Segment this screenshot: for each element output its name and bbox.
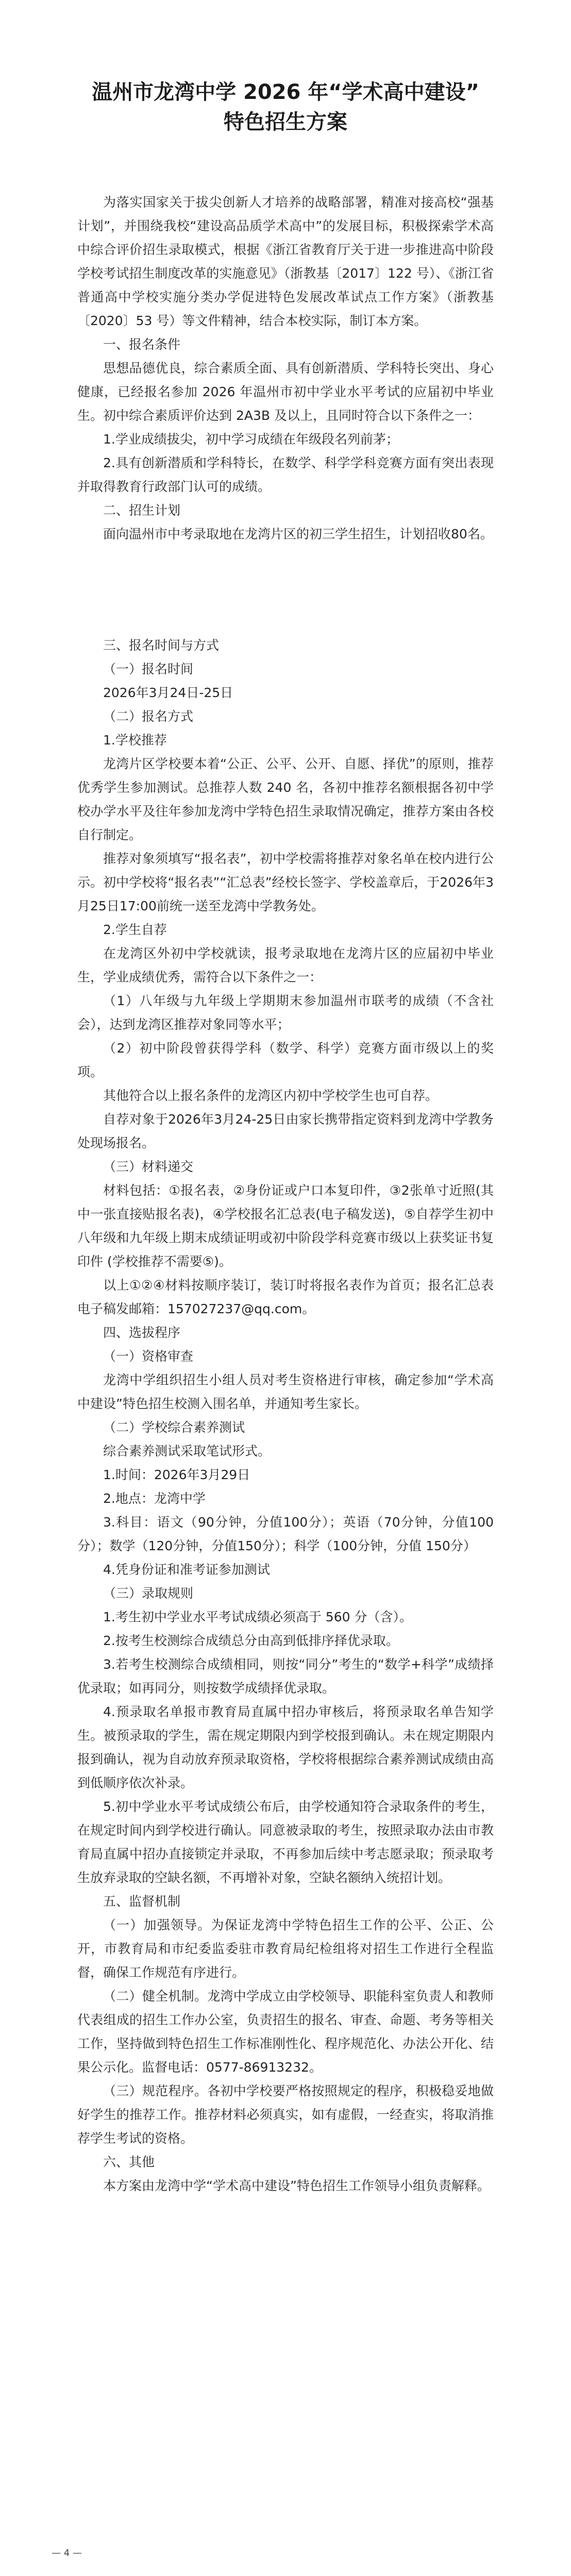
conditions-item-2: 2.具有创新潜质和学科特长，在数学、科学学科竞赛方面有突出表现并取得教育行政部门认可的成绩。 <box>77 455 494 494</box>
intro-paragraph: 为落实国家关于拔尖创新人才培养的战略部署，精准对接高校“强基计划”，并围绕我校“建设高品质学术高中”的发展目标，积极探索学术高中综合评价招生录取模式，根据《浙江省教育厅关于进一步推进高中阶段学校考试招生制度改革的实施意见》（浙教基〔2017〕122 号）、《浙江省普通高中学校实施分类办学促进特色发展改革试点工作方案》（浙教基〔2020〕53 号）等文件精神，结合本校实际，制订本方案。 <box>77 195 494 328</box>
supervision-paragraph-2: （二）健全机制。龙湾中学成立由学校领导、职能科室负责人和教师代表组成的招生工作办公室，负责招生的报名、审查、命题、考务等相关工作，坚持做到特色招生工作标准刚性化、程序规范化、办法公开化、结果公示化。监督电话：0577-86913232。 <box>77 1989 494 2075</box>
conditions-item-1: 1.学业成绩拔尖，初中学习成绩在年级段名列前茅； <box>103 432 399 447</box>
plan-paragraph: 面向温州市中考录取地在龙湾片区的初三学生招生，计划招收80名。 <box>103 527 493 541</box>
qualification-paragraph: 龙湾中学组织招生小组人员对考生资格进行审核，确定参加“学术高中建设”特色招生校测入围名单，并通知考生家长。 <box>77 1372 494 1411</box>
school-recommend-paragraph-1: 龙湾片区学校要本着“公正、公平、公开、自愿、择优”的原则，推荐优秀学生参加测试。总推荐人数 240 名，各初中推荐名额根据各初中学校办学水平及往年参加龙湾中学特色招生录取情况确定，推荐方案由各校自行制定。 <box>77 756 494 842</box>
sub-heading-test: （二）学校综合素养测试 <box>103 1420 245 1435</box>
self-recommend-paragraph-1: 在龙湾区外初中学校就读，报考录取地在龙湾片区的应届初中毕业生，学业成绩优秀，需符合以下条件之一： <box>77 946 494 985</box>
section-heading-conditions: 一、报名条件 <box>103 337 181 352</box>
section-heading-supervision: 五、监督机制 <box>103 1894 181 1909</box>
conditions-paragraph: 思想品德优良，综合素质全面、具有创新潜质、学科特长突出、身心健康，已经报名参加 2026 年温州市初中学业水平考试的应届初中毕业生。初中综合素质评价达到 2A3B 及以上，且同时符合以下条件之一： <box>77 361 494 423</box>
sub-heading-qualification: （一）资格审查 <box>103 1349 194 1364</box>
test-intro: 综合素养测试采取笔试形式。 <box>103 1444 271 1459</box>
materials-paragraph: 材料包括：①报名表，②身份证或户口本复印件，③2张单寸近照(其中一张直接贴报名表)，④学校报名汇总表(电子稿发送)，⑤自荐学生初中八年级和九年级上期末成绩证明或初中阶段学科竞赛市级以上获奖证书复印件 (学校推荐不需要⑤)。 <box>77 1183 494 1269</box>
sub-heading-materials: （三）材料递交 <box>103 1159 194 1174</box>
sub-heading-admission-rules: （三）录取规则 <box>103 1586 194 1601</box>
document-body <box>77 191 494 2198</box>
test-place: 2.地点：龙湾中学 <box>103 1491 206 1506</box>
title-line-2: 特色招生方案 <box>224 110 347 134</box>
self-recommend-item-1: （1）八年级与九年级上学期期末参加温州市联考的成绩（不含社会），达到龙湾区推荐对象同等水平； <box>77 993 494 1032</box>
other-paragraph: 本方案由龙湾中学“学术高中建设”特色招生工作领导小组负责解释。 <box>103 2178 490 2193</box>
admission-rule-3: 3.若考生校测综合成绩相同，则按“同分”考生的“数学+科学”成绩择优录取；如再同分，则按数学成绩择优录取。 <box>77 1657 494 1696</box>
test-subjects: 3.科目：语文（90分钟，分值100分）；英语（70分钟，分值100分）；数学（120分钟，分值150分）；科学（100分钟，分值 150分） <box>77 1515 494 1553</box>
supervision-paragraph-1: （一）加强领导。为保证龙湾中学特色招生工作的公平、公正、公开，市教育局和市纪委监委驻市教育局纪检组将对招生工作进行全程监督，确保工作规范有序进行。 <box>77 1918 494 1980</box>
section-heading-other: 六、其他 <box>103 2155 155 2170</box>
self-recommend-heading: 2.学生自荐 <box>103 922 167 937</box>
school-recommend-paragraph-2: 推荐对象须填写“报名表”，初中学校需将推荐对象名单在校内进行公示。初中学校将“报名表”“汇总表”经校长签字、学校盖章后，于2026年3月25日17:00前统一送至龙湾中学教务处。 <box>77 851 494 913</box>
test-certificate: 4.凭身份证和准考证参加测试 <box>103 1562 270 1577</box>
admission-rule-4: 4.预录取名单报市教育局直属中招办审核后，将预录取名单告知学生。被预录取的学生，需在规定期限内到学校报到确认。未在规定期限内报到确认，视为自动放弃预录取资格，学校将根据综合素养测试成绩由高到低顺序依次补录。 <box>77 1704 494 1790</box>
section-heading-plan: 二、招生计划 <box>103 503 181 518</box>
admission-rule-2: 2.按考生校测综合成绩总分由高到低排序择优录取。 <box>103 1633 399 1648</box>
page-number: — 4 — <box>52 2548 82 2558</box>
document-title <box>77 77 494 137</box>
admission-rule-5: 5.初中学业水平考试成绩公布后，由学校通知符合录取条件的考生，在规定时间内到学校进行确认。同意被录取的考生，按照录取办法由市教育局直属中招办直接锁定并录取，不再参加后续中考志愿录取；预录取考生放弃录取的空缺名额，不再增补对象，空缺名额纳入统招计划。 <box>77 1799 494 1885</box>
self-recommend-paragraph-2: 其他符合以上报名条件的龙湾区内初中学校学生也可自荐。 <box>103 1088 439 1103</box>
blank-gap <box>77 546 494 634</box>
section-heading-selection: 四、选拔程序 <box>103 1325 181 1340</box>
sub-heading-registration-method: （二）报名方式 <box>103 709 194 724</box>
sub-heading-registration-time: （一）报名时间 <box>103 662 194 676</box>
registration-date: 2026年3月24日-25日 <box>103 685 233 700</box>
self-recommend-item-2: （2）初中阶段曾获得学科（数学、科学）竞赛方面市级以上的奖项。 <box>77 1041 494 1079</box>
supervision-paragraph-3: （三）规范程序。各初中学校要严格按照规定的程序，积极稳妥地做好学生的推荐工作。推荐材料必须真实，如有虚假，一经查实，将取消推荐学生考试的资格。 <box>77 2083 494 2146</box>
section-heading-registration: 三、报名时间与方式 <box>103 638 220 653</box>
title-line-1: 温州市龙湾中学 2026 年“学术高中建设” <box>92 80 479 104</box>
self-recommend-paragraph-3: 自荐对象于2026年3月24-25日由家长携带指定资料到龙湾中学教务处现场报名。 <box>77 1112 494 1150</box>
test-time: 1.时间：2026年3月29日 <box>103 1467 250 1482</box>
school-recommend-heading: 1.学校推荐 <box>103 733 167 748</box>
admission-rule-1: 1.考生初中学业水平考试成绩必须高于 560 分（含）。 <box>103 1609 412 1624</box>
materials-submit-paragraph: 以上①②④材料按顺序装订，装订时将报名表作为首页；报名汇总表电子稿发邮箱：157027237@qq.com。 <box>77 1278 494 1316</box>
